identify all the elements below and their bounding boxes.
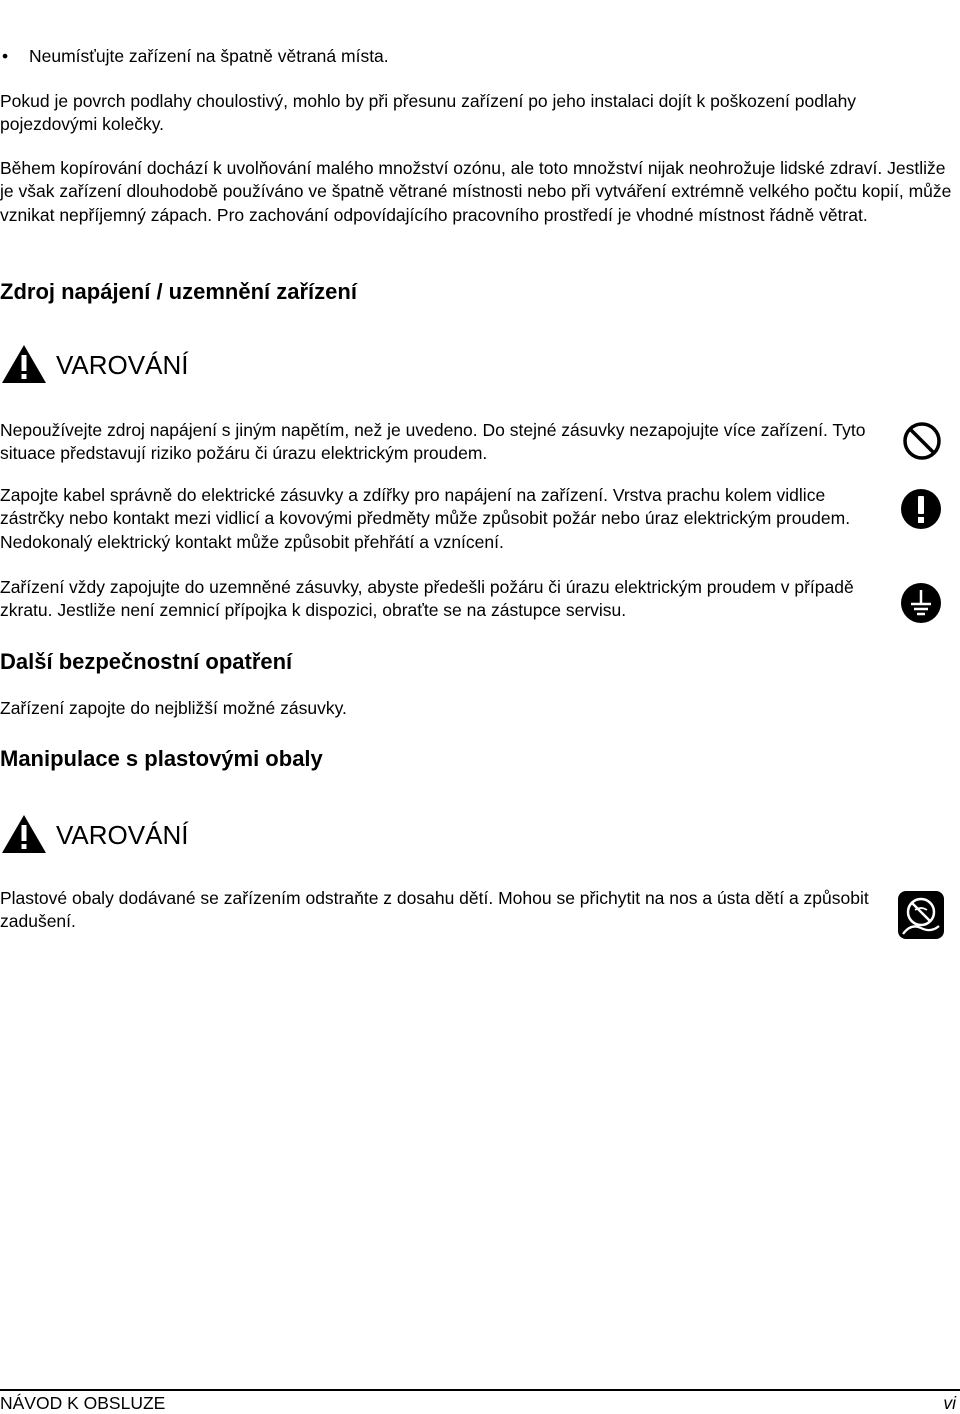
paragraph-plastic-bags: Plastové obaly dodávané se zařízením odstraňte z dosahu dětí. Mohou se přichytit na nos a ústa dětí a způsobit zadušení. — [0, 888, 869, 932]
ground-icon — [900, 582, 942, 624]
paragraph-floor: Pokud je povrch podlahy choulostivý, mohlo by při přesunu zařízení po jeho instalaci dojít k poškození podlahy pojezdovými kolečky. — [0, 91, 857, 135]
plastic-bag-suffocation-icon — [897, 890, 945, 940]
heading-plastic-bags: Manipulace s plastovými obaly — [0, 746, 323, 771]
prohibition-icon — [902, 421, 942, 461]
page-number: vi — [943, 1393, 956, 1413]
heading-other-safety: Další bezpečnostní opatření — [0, 649, 293, 674]
warning-label: VAROVÁNÍ — [56, 820, 189, 850]
paragraph-ground: Zařízení vždy zapojujte do uzemněné zásuvky, abyste předešli požáru či úrazu elektrickým proudem v případě zkratu. Jestliže není zemnicí přípojka k dispozici, obraťte se na zástupce servisu. — [0, 577, 854, 621]
bullet-symbol: • — [2, 46, 9, 66]
paragraph-nearest-outlet: Zařízení zapojte do nejbližší možné zásuvky. — [0, 698, 347, 718]
paragraph-ozone: Během kopírování dochází k uvolňování malého množství ozónu, ale toto množství nijak neohrožuje lidské zdraví. Jestliže je však zařízení dlouhodobě používáno ve špatně větrané místnosti nebo při vytváření extrémně velkého počtu kopií, může vznikat nepříjemný zápach. Pro zachování odpovídajícího pracovního prostředí je vhodné místnost řádně větrat. — [0, 158, 952, 225]
warning-label: VAROVÁNÍ — [56, 350, 189, 380]
paragraph-plug: Zapojte kabel správně do elektrické zásuvky a zdířky pro napájení na zařízení. Vrstva prachu kolem vidlice zástrčky nebo kontakt mezi vidlicí a kovovými předměty může způsobit požár nebo úraz elektrickým proudem. Nedokonalý elektrický kontakt může způsobit přehřátí a vznícení. — [0, 485, 851, 552]
bullet-text: Neumísťujte zařízení na špatně větraná místa. — [29, 46, 389, 66]
footer-rule — [0, 1389, 960, 1391]
footer-title: NÁVOD K OBSLUZE — [0, 1393, 166, 1413]
paragraph-voltage: Nepoužívejte zdroj napájení s jiným napětím, než je uvedeno. Do stejné zásuvky nezapojujte více zařízení. Tyto situace představují riziko požáru či úrazu elektrickým proudem. — [0, 420, 866, 464]
warning-triangle-icon — [1, 344, 47, 384]
mandatory-action-icon — [900, 488, 942, 530]
warning-triangle-icon — [1, 814, 47, 854]
heading-power-grounding: Zdroj napájení / uzemnění zařízení — [0, 279, 357, 304]
